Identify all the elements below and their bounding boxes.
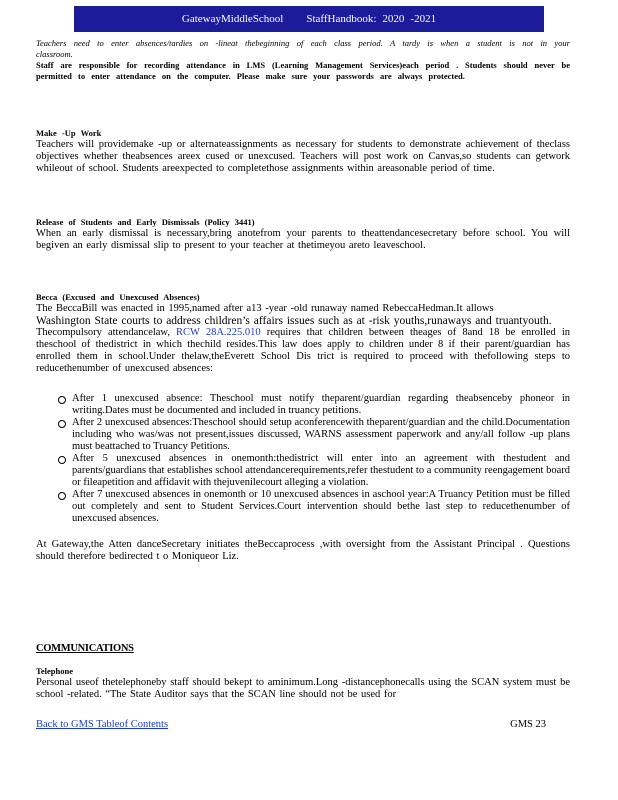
makeup-section	[36, 128, 570, 175]
makeup-body: Teachers will providemake -up or alternateassignments as necessary for students to demonstrate achievement of theclass objectives whether theabsences areex cused or unexcused. Teachers will post work on Canvas,so students can getwork whileout of school. Students areexpected to completethose assignments within areasonable period of time.	[36, 139, 570, 174]
release-heading: Release of Students and Early Dismissals (Policy 3441)	[36, 217, 255, 227]
becca-steps-list	[36, 393, 570, 525]
bullet-icon	[58, 456, 66, 464]
telephone-heading: Telephone	[36, 666, 74, 676]
bullet-icon	[58, 396, 66, 404]
release-section	[36, 217, 570, 252]
release-body: When an early dismissal is necessary,bring anotefrom your parents to theattendancesecretary before school. You will begiven an early dismissal slip to present to your teacher at thetimeyou areto leaveschool.	[36, 228, 570, 251]
list-item: After 7 unexcused absences in onemonth or 10 unexcused absences in aschool year:A Truancy Petition must be filled out completely and sent to Student Services.Court intervention should bethe last step to reducethenumber of unexcused absences.	[36, 489, 570, 525]
rcw-link[interactable]: RCW 28A.225.010	[176, 327, 261, 338]
communications-heading: COMMUNICATIONS	[36, 643, 134, 654]
header-banner	[74, 6, 544, 32]
attendance-staff-text: Staff are responsible for recording attendance in LMS (Learning Management Services)each period . Students should never be permitted to enter attendance on the computer. Please make sure your passwords are always protected.	[36, 60, 570, 81]
attendance-section	[36, 38, 570, 82]
back-to-contents-link[interactable]: Back to GMS Tableof Contents	[36, 719, 169, 730]
bullet-icon	[58, 492, 66, 500]
list-item: After 5 unexcused absences in onemonth:thedistrict will enter into an agreement with thestudent and parents/guardians that establishes school attendancerequirements,refer thestudent to a community reengagement board or fileapetition and affidavit with thejuvenilecourt alleging a violation.	[36, 453, 570, 489]
year-end: -2021	[410, 13, 437, 25]
makeup-heading: Make -Up Work	[36, 128, 102, 138]
page-footer	[36, 719, 546, 730]
communications-section	[36, 643, 570, 701]
handbook-label: StaffHandbook:	[306, 13, 377, 25]
year-start: 2020	[382, 13, 405, 25]
attendance-teachers-text: Teachers need to enter absences/tardies on -lineat thebeginning of each class period. A tardy is when a student is not in your classroom.	[36, 38, 570, 59]
becca-line-2: Washington State courts to address children’s affairs issues such as at -risk youths,runaways and truantyouth.	[36, 315, 552, 327]
becca-compulsory: Thecompulsory attendancelaw, RCW 28A.225.010 requires that children between theages of 8and 18 be enrolled in theschool of thedistrict in which thechild resides.This law does apply to children under 8 if their parent/guardian has enrolled them in school.Under thelaw,theEverett School Dis trict is required to proceed with thefollowing steps to reducethenumber of unexcused absences:	[36, 327, 571, 374]
becca-heading: Becca (Excused and Unexcused Absences)	[36, 292, 200, 302]
becca-gateway-text: At Gateway,the Atten danceSecretary initiates theBeccaprocess ,with oversight from the Assistant Principal . Questions should therefore bedirected t o Moniqueor Liz.	[36, 539, 570, 562]
school-name: GatewayMiddleSchool	[181, 13, 284, 25]
list-item: After 2 unexcused absences:Theschool should setup aconferencewith theparent/guardian and the child.Documentation including who was/was not present,issues discussed, WARNS assessment paperwork and any/all follow -up plans must beattached to Truancy Petitions.	[36, 417, 570, 453]
page-number: GMS 23	[510, 719, 546, 730]
bullet-icon	[58, 420, 66, 428]
telephone-body: Personal useof thetelephoneby staff should bekept to aminimum.Long -distancephonecalls using the SCAN system must be school -related. “The State Auditor says that the SCAN line should not be used for	[36, 677, 570, 700]
becca-section	[36, 292, 570, 563]
list-item: After 1 unexcused absence: Theschool must notify theparent/guardian regarding theabsenceby phoneor in writing.Dates must be documented and included in truancy petitions.	[36, 393, 570, 417]
becca-line-1: The BeccaBill was enacted in 1995,named after a13 -year -old runaway named RebeccaHedman.It allows	[36, 303, 494, 314]
